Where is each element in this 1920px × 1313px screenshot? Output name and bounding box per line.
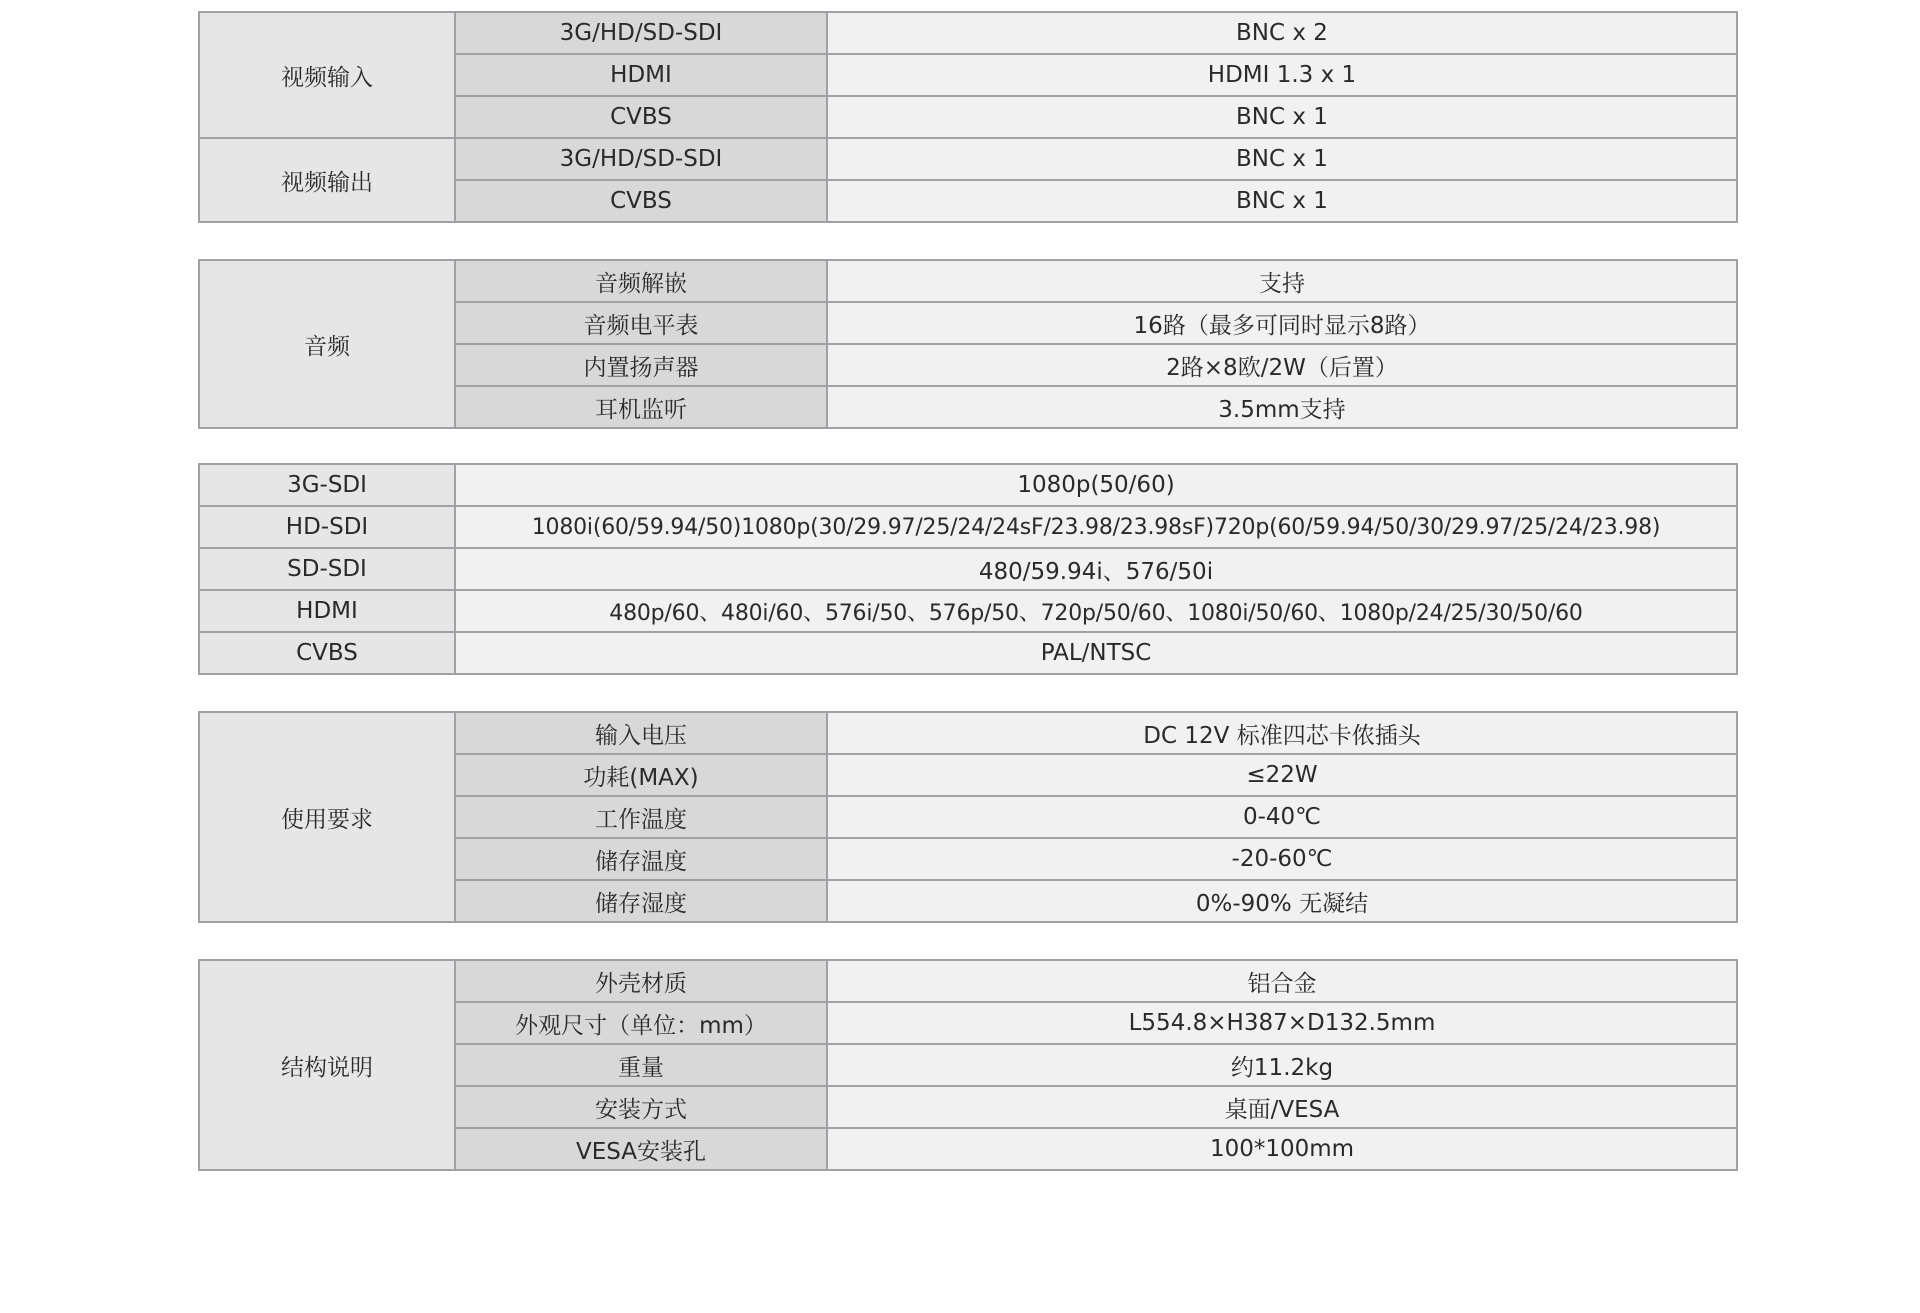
group-label: 视频输出 [199, 138, 455, 222]
row-label: 储存湿度 [455, 880, 827, 922]
row-value: PAL/NTSC [455, 632, 1737, 674]
row-value: 480/59.94i、576/50i [455, 548, 1737, 590]
table-row [199, 960, 1737, 1002]
video-io-table [198, 11, 1738, 223]
row-label: 重量 [455, 1044, 827, 1086]
row-value: 480p/60、480i/60、576i/50、576p/50、720p/50/60、1080i/50/60、1080p/24/25/30/50/60 [455, 590, 1737, 632]
row-label: HD-SDI [199, 506, 455, 548]
format-table [198, 463, 1738, 675]
row-label: 外观尺寸（单位：mm） [455, 1002, 827, 1044]
row-label: 3G/HD/SD-SDI [455, 12, 827, 54]
table-row [199, 548, 1737, 590]
row-label: 3G/HD/SD-SDI [455, 138, 827, 180]
row-label: SD-SDI [199, 548, 455, 590]
table-row [199, 590, 1737, 632]
row-value: 1080i(60/59.94/50)1080p(30/29.97/25/24/24sF/23.98/23.98sF)720p(60/59.94/50/30/29.97/25/24/23.98) [455, 506, 1737, 548]
row-label: 音频电平表 [455, 302, 827, 344]
row-label: 内置扬声器 [455, 344, 827, 386]
row-value: 16路（最多可同时显示8路） [827, 302, 1737, 344]
row-value: L554.8×H387×D132.5mm [827, 1002, 1737, 1044]
table-row [199, 138, 1737, 180]
row-label: 3G-SDI [199, 464, 455, 506]
row-value: BNC x 2 [827, 12, 1737, 54]
row-label: 储存温度 [455, 838, 827, 880]
row-value: HDMI 1.3 x 1 [827, 54, 1737, 96]
table-row [199, 632, 1737, 674]
row-value: 2路×8欧/2W（后置） [827, 344, 1737, 386]
row-value: BNC x 1 [827, 138, 1737, 180]
table-row [199, 12, 1737, 54]
row-value: 约11.2kg [827, 1044, 1737, 1086]
table-row [199, 506, 1737, 548]
group-label: 视频输入 [199, 12, 455, 138]
row-label: CVBS [199, 632, 455, 674]
row-value: 1080p(50/60) [455, 464, 1737, 506]
row-label: HDMI [455, 54, 827, 96]
row-value: BNC x 1 [827, 180, 1737, 222]
row-value: -20-60℃ [827, 838, 1737, 880]
row-value: 0-40℃ [827, 796, 1737, 838]
row-label: 安装方式 [455, 1086, 827, 1128]
row-label: 外壳材质 [455, 960, 827, 1002]
row-label: CVBS [455, 96, 827, 138]
structure-table [198, 959, 1738, 1171]
row-label: 功耗(MAX) [455, 754, 827, 796]
row-label: 耳机监听 [455, 386, 827, 428]
row-label: HDMI [199, 590, 455, 632]
audio-table [198, 259, 1738, 429]
row-value: DC 12V 标准四芯卡侬插头 [827, 712, 1737, 754]
table-row [199, 712, 1737, 754]
row-value: BNC x 1 [827, 96, 1737, 138]
table-row [199, 260, 1737, 302]
row-value: 铝合金 [827, 960, 1737, 1002]
row-value: 支持 [827, 260, 1737, 302]
row-value: 3.5mm支持 [827, 386, 1737, 428]
row-label: 输入电压 [455, 712, 827, 754]
group-label: 音频 [199, 260, 455, 428]
row-label: 音频解嵌 [455, 260, 827, 302]
usage-table [198, 711, 1738, 923]
group-label: 结构说明 [199, 960, 455, 1170]
row-label: CVBS [455, 180, 827, 222]
table-row [199, 464, 1737, 506]
group-label: 使用要求 [199, 712, 455, 922]
row-label: 工作温度 [455, 796, 827, 838]
row-value: 0%-90% 无凝结 [827, 880, 1737, 922]
row-value: ≤22W [827, 754, 1737, 796]
row-value: 100*100mm [827, 1128, 1737, 1170]
row-value: 桌面/VESA [827, 1086, 1737, 1128]
row-label: VESA安装孔 [455, 1128, 827, 1170]
